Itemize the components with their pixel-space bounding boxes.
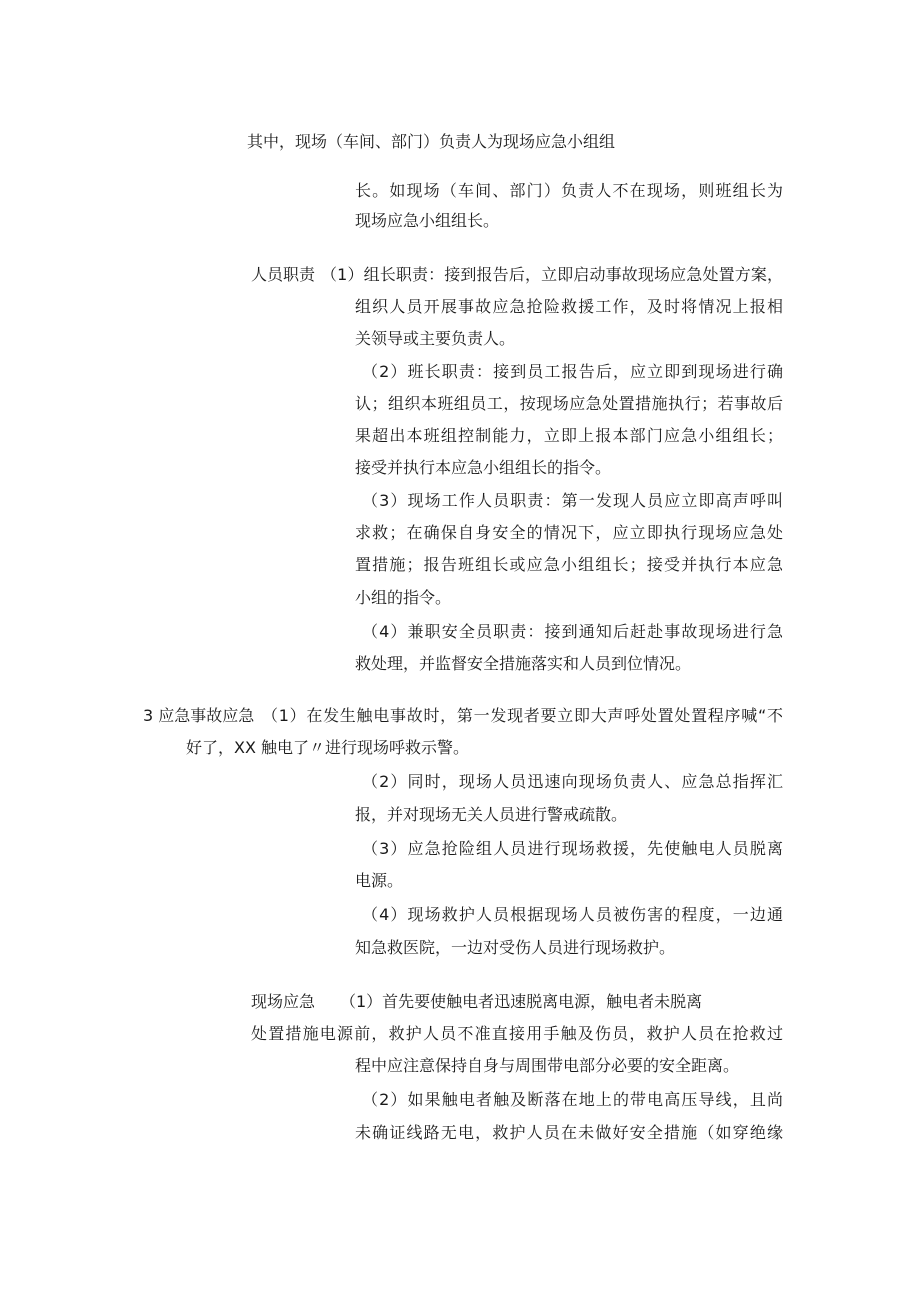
measure-2-line-1: （2）如果触电者触及断落在地上的带电高压导线，且尚 [362, 1090, 783, 1109]
emergency-1-line-2: 好了，XX 触电了〃进行现场呼救示警。 [186, 738, 470, 757]
duty-1-line-2: 组织人员开展事故应急抢险救援工作，及时将情况上报相 [355, 297, 783, 316]
duty-2-line-3: 果超出本班组控制能力，立即上报本部门应急小组组长； [355, 426, 783, 445]
emergency-3-line-2: 电源。 [355, 871, 404, 890]
duty-4-line-1: （4）兼职安全员职责：接到通知后赶赴事故现场进行急 [362, 622, 783, 641]
duty-4-line-2: 救处理，并监督安全措施落实和人员到位情况。 [355, 654, 692, 673]
emergency-2-line-1: （2）同时，现场人员迅速向现场负责人、应急总指挥汇 [362, 772, 783, 791]
emergency-label: 3 应急事故应急 [143, 706, 255, 725]
emergency-2-line-2: 报，并对现场无关人员进行警戒疏散。 [355, 805, 628, 824]
duty-3-line-1: （3）现场工作人员职责：第一发现人员应立即高声呼叫 [362, 491, 783, 510]
duty-2-line-4: 接受并执行本应急小组组长的指令。 [355, 458, 612, 477]
measure-1-line-1: （1）首先要使触电者迅速脱离电源，触电者未脱离 [340, 992, 703, 1011]
measure-1-line-3: 程中应注意保持自身与周围带电部分必要的安全距离。 [355, 1056, 740, 1075]
duty-3-line-4: 小组的指令。 [355, 588, 452, 607]
duty-2-line-1: （2）班长职责：接到员工报告后，应立即到现场进行确 [362, 362, 783, 381]
duties-label: 人员职责 [251, 265, 316, 284]
intro-line-1: 其中，现场（车间、部门）负责人为现场应急小组组 [247, 132, 616, 151]
emergency-3-line-1: （3）应急抢险组人员进行现场救援，先使触电人员脱离 [362, 839, 783, 858]
intro-line-3: 现场应急小组组长。 [355, 211, 500, 230]
intro-line-2: 长。如现场（车间、部门）负责人不在现场，则班组长为 [355, 181, 783, 200]
measure-2-line-2: 未确证线路无电，救护人员在未做好安全措施（如穿绝缘 [355, 1123, 783, 1142]
emergency-1-line-1: （1）在发生触电事故时，第一发现者要立即大声呼处置处置程序喊“不 [262, 706, 783, 725]
emergency-4-line-1: （4）现场救护人员根据现场人员被伤害的程度，一边通 [362, 905, 783, 924]
duty-1-line-3: 关领导或主要负责人。 [355, 329, 516, 348]
duty-2-line-2: 认；组织本班组员工，按现场应急处置措施执行；若事故后 [355, 394, 783, 413]
duty-1-line-1: （1）组长职责：接到报告后，立即启动事故现场应急处置方案， [321, 265, 783, 284]
duty-3-line-3: 置措施；报告班组长或应急小组组长；接受并执行本应急 [355, 555, 783, 574]
emergency-4-line-2: 知急救医院，一边对受伤人员进行现场救护。 [355, 938, 676, 957]
measures-label: 现场应急 [251, 992, 316, 1011]
measure-1-line-2: 处置措施电源前，救护人员不准直接用手触及伤员，救护人员在抢救过 [251, 1024, 783, 1043]
duty-3-line-2: 求救；在确保自身安全的情况下，应立即执行现场应急处 [355, 523, 783, 542]
